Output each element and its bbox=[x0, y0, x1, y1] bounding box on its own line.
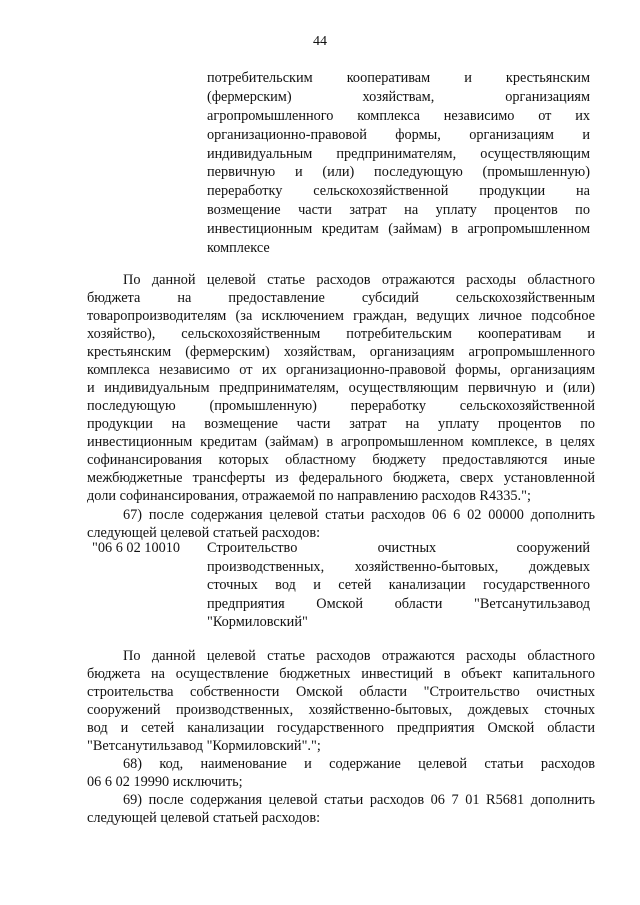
text-line: инвестиционным кредитам (займам) в агропромышленном bbox=[207, 221, 590, 237]
text-line: 69) после содержания целевой статьи расходов 06 7 01 R5681 дополнить bbox=[123, 792, 595, 808]
page-number: 44 bbox=[313, 34, 327, 49]
text-line: "Кормиловский" bbox=[207, 614, 308, 630]
text-line: 06 6 02 19990 исключить; bbox=[87, 774, 243, 790]
text-line: хозяйство), сельскохозяйственным потребительским кооперативам и bbox=[87, 326, 595, 342]
text-line: доли софинансирования, отражаемой по направлению расходов R4335."; bbox=[87, 488, 531, 504]
text-line: производственных, хозяйственно-бытовых, дождевых bbox=[207, 559, 590, 575]
text-line: следующей целевой статьей расходов: bbox=[87, 810, 321, 826]
text-line: "Ветсанутильзавод "Кормиловский"."; bbox=[87, 738, 321, 754]
text-line: бюджета на предоставление субсидий сельскохозяйственным bbox=[87, 290, 595, 306]
text-line: предприятия Омской области "Ветсанутильзавод bbox=[207, 596, 590, 612]
text-line: продукции на возмещение части затрат на уплату процентов по bbox=[87, 416, 595, 432]
text-line: организационно-правовой формы, организациям и bbox=[207, 127, 590, 143]
text-line: крестьянским (фермерским) хозяйствам, организациям агропромышленного bbox=[87, 344, 595, 360]
text-line: агропромышленного комплекса независимо от их bbox=[207, 108, 590, 124]
text-line: сооружений производственных, хозяйственно-бытовых, дождевых сточных bbox=[87, 702, 595, 718]
text-line: потребительским кооперативам и крестьянским bbox=[207, 70, 590, 86]
text-line: софинансирования которых областному бюджету предоставляются иные bbox=[87, 452, 595, 468]
text-line: последующую (промышленную) переработку сельскохозяйственной bbox=[87, 398, 595, 414]
text-line: 68) код, наименование и содержание целевой статьи расходов bbox=[123, 756, 595, 772]
text-line: (фермерским) хозяйствам, организациям bbox=[207, 89, 590, 105]
text-line: межбюджетные трансферты из федерального бюджета, сверх установленной bbox=[87, 470, 595, 486]
text-line: комплексе bbox=[207, 240, 270, 256]
text-line: следующей целевой статьей расходов: bbox=[87, 525, 321, 541]
text-line: сточных вод и сетей канализации государственного bbox=[207, 577, 590, 593]
text-line: По данной целевой статье расходов отражаются расходы областного bbox=[123, 272, 595, 288]
text-line: индивидуальным предпринимателям, осуществляющим bbox=[207, 146, 590, 162]
text-line: 67) после содержания целевой статьи расходов 06 6 02 00000 дополнить bbox=[123, 507, 595, 523]
text-line: Строительство очистных сооружений bbox=[207, 540, 590, 556]
text-line: вод и сетей канализации государственного предприятия Омской области bbox=[87, 720, 595, 736]
text-line: и индивидуальным предпринимателям, осуществляющим первичную и (или) bbox=[87, 380, 595, 396]
text-line: первичную и (или) последующую (промышленную) bbox=[207, 164, 590, 180]
text-line: товаропроизводителям (за исключением граждан, ведущих личное подсобное bbox=[87, 308, 595, 324]
text-line: По данной целевой статье расходов отражаются расходы областного bbox=[123, 648, 595, 664]
text-line: бюджета на осуществление бюджетных инвестиций в объект капитального bbox=[87, 666, 595, 682]
text-line: переработку сельскохозяйственной продукции на bbox=[207, 183, 590, 199]
text-line: возмещение части затрат на уплату процентов по bbox=[207, 202, 590, 218]
text-line: комплекса независимо от их организационно-правовой формы, организациям bbox=[87, 362, 595, 378]
article-code: "06 6 02 10010 bbox=[92, 540, 181, 556]
text-line: инвестиционным кредитам (займам) в агропромышленном комплексе, в целях bbox=[87, 434, 595, 450]
text-line: строительства собственности Омской области "Строительство очистных bbox=[87, 684, 595, 700]
